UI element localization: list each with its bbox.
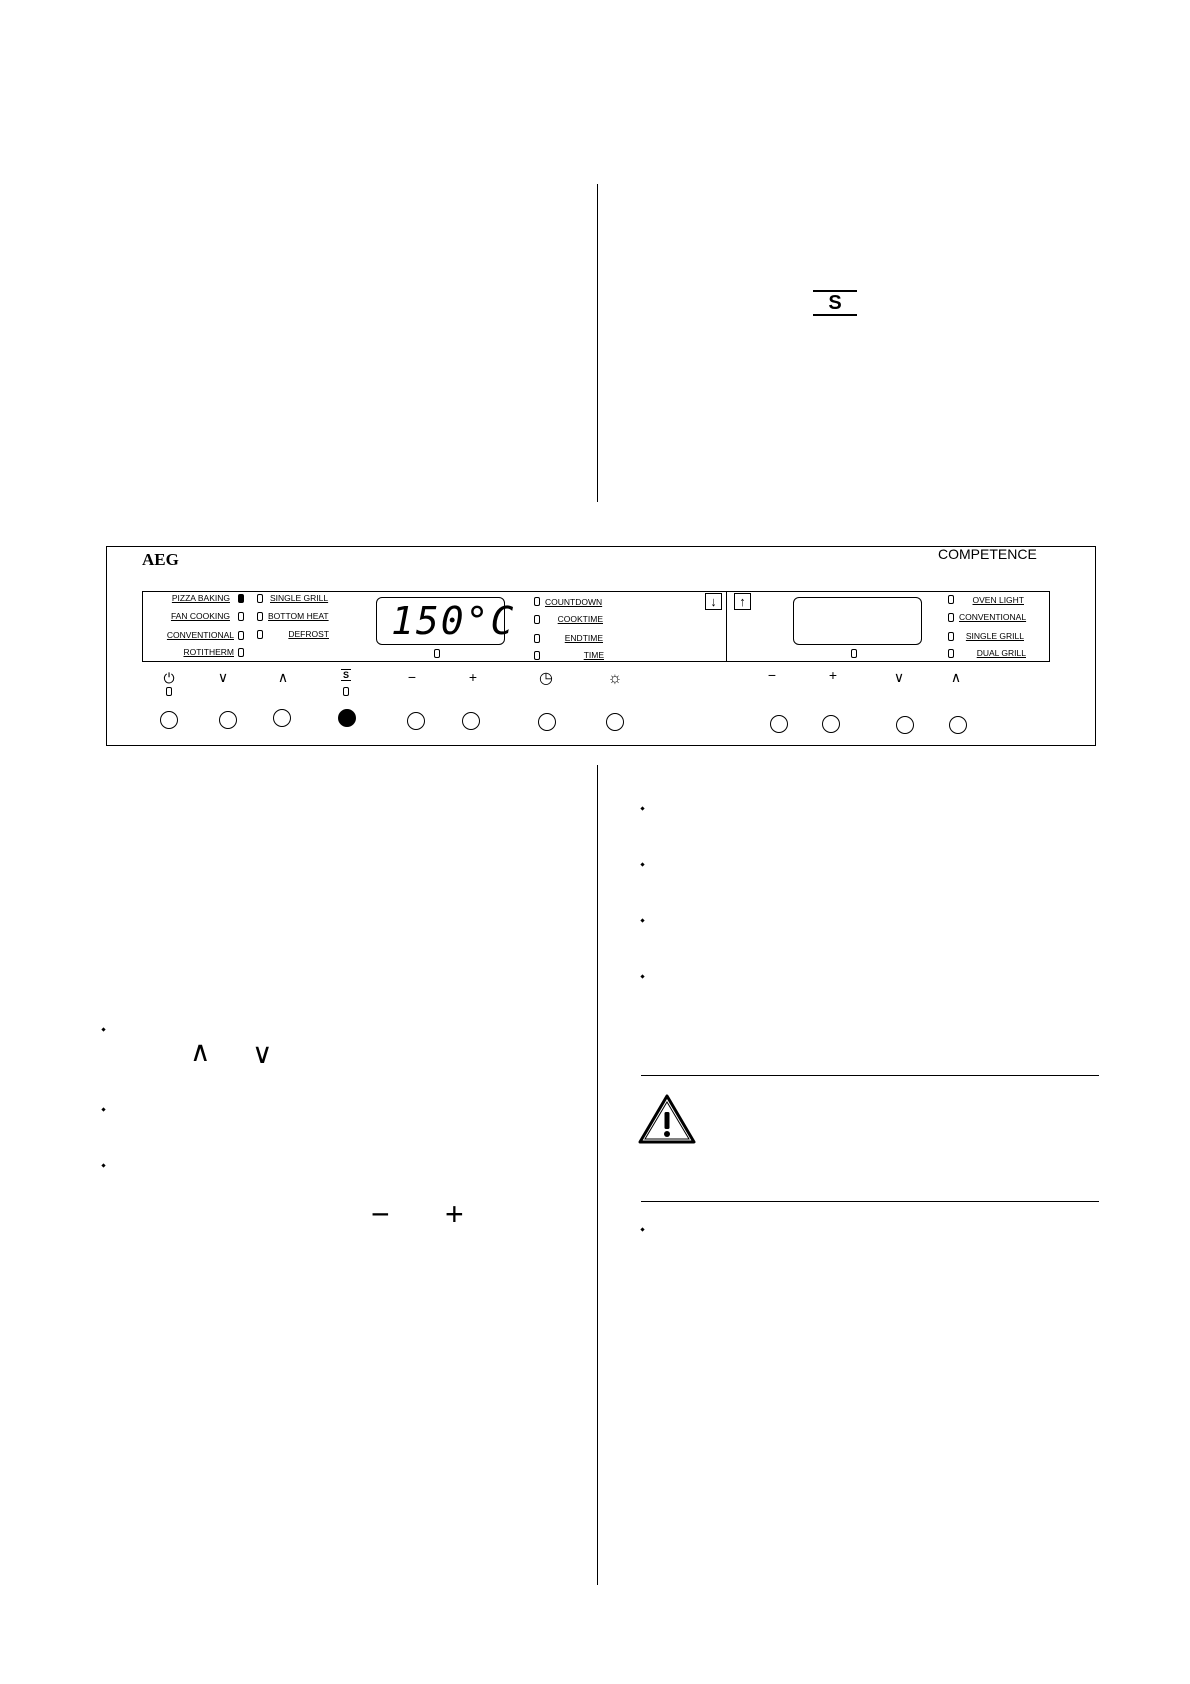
selector-button[interactable] bbox=[338, 709, 356, 727]
timer-label: TIME bbox=[583, 650, 604, 660]
function-up-button[interactable] bbox=[273, 709, 291, 727]
right-led-conventional bbox=[948, 613, 954, 622]
temperature-plus-button[interactable] bbox=[462, 712, 480, 730]
chevron-up-icon: ∧ bbox=[950, 669, 962, 685]
secondary-display-led bbox=[851, 649, 857, 658]
arrow-up-icon: ↑ bbox=[734, 593, 751, 610]
list-bullet bbox=[101, 1107, 105, 1111]
light-icon: ☼ bbox=[607, 670, 623, 687]
column-divider-top bbox=[597, 184, 598, 502]
minus-icon: − bbox=[407, 669, 417, 685]
right-led-dual-grill bbox=[948, 649, 954, 658]
list-bullet bbox=[640, 974, 644, 978]
warning-rule-top bbox=[641, 1075, 1099, 1076]
function-label: ROTITHERM bbox=[183, 647, 234, 657]
list-bullet bbox=[640, 918, 644, 922]
timer-label: COOKTIME bbox=[557, 614, 603, 624]
minus-icon: − bbox=[767, 667, 777, 683]
chevron-up-icon: ∧ bbox=[277, 669, 289, 685]
selector-icon-label: S bbox=[342, 670, 349, 680]
second-oven-down-button[interactable] bbox=[896, 716, 914, 734]
model-name: COMPETENCE bbox=[938, 546, 1037, 562]
list-bullet bbox=[640, 1227, 644, 1231]
timer-led-countdown bbox=[534, 597, 540, 606]
brand-logo: AEG bbox=[142, 550, 179, 569]
power-led bbox=[166, 687, 172, 696]
timer-led-cooktime bbox=[534, 615, 540, 624]
right-led-single-grill bbox=[948, 632, 954, 641]
clock-icon: ◷ bbox=[539, 670, 553, 687]
timer-led-endtime bbox=[534, 634, 540, 643]
timer-led-time bbox=[534, 651, 540, 660]
right-label: DUAL GRILL bbox=[976, 648, 1026, 658]
function-led-defrost bbox=[257, 630, 263, 639]
power-button[interactable] bbox=[160, 711, 178, 729]
function-led-rotitherm bbox=[238, 648, 244, 657]
list-bullet bbox=[640, 806, 644, 810]
function-led-bottom-heat bbox=[257, 612, 263, 621]
up-chevron-icon: ∧ bbox=[190, 1036, 211, 1067]
right-label: SINGLE GRILL bbox=[965, 631, 1024, 641]
chevron-down-icon: ∨ bbox=[217, 669, 229, 685]
list-bullet bbox=[101, 1163, 105, 1167]
clock-button[interactable] bbox=[538, 713, 556, 731]
down-chevron-icon: ∨ bbox=[252, 1038, 273, 1069]
selector-icon bbox=[336, 671, 356, 680]
function-label: CONVENTIONAL bbox=[166, 630, 234, 640]
list-bullet bbox=[101, 1027, 105, 1031]
function-label: SINGLE GRILL bbox=[270, 593, 329, 603]
function-led-pizza bbox=[238, 594, 244, 603]
temperature-minus-button[interactable] bbox=[407, 712, 425, 730]
temperature-display bbox=[376, 597, 516, 645]
timer-label: ENDTIME bbox=[564, 633, 603, 643]
function-led-conventional bbox=[238, 631, 244, 640]
function-label: BOTTOM HEAT bbox=[268, 611, 329, 621]
right-led-oven-light bbox=[948, 595, 954, 604]
right-label: CONVENTIONAL bbox=[959, 612, 1027, 622]
function-led-fan bbox=[238, 612, 244, 621]
second-oven-minus-button[interactable] bbox=[770, 715, 788, 733]
second-oven-plus-button[interactable] bbox=[822, 715, 840, 733]
minus-symbol-icon: − bbox=[371, 1196, 390, 1232]
column-divider-bottom bbox=[597, 765, 598, 1585]
function-label: DEFROST bbox=[288, 629, 329, 639]
temperature-readout: 150°C bbox=[391, 599, 516, 643]
plus-symbol-icon: + bbox=[445, 1196, 464, 1232]
power-icon: ⏻ bbox=[163, 670, 175, 686]
warning-rule-bottom bbox=[641, 1201, 1099, 1202]
timer-label: COUNTDOWN bbox=[545, 597, 603, 607]
right-label: OVEN LIGHT bbox=[972, 595, 1024, 605]
secondary-display bbox=[793, 597, 922, 645]
function-label: FAN COOKING bbox=[170, 611, 230, 621]
selector-led bbox=[343, 687, 349, 696]
list-bullet bbox=[640, 862, 644, 866]
function-led-single-grill bbox=[257, 594, 263, 603]
function-label: PIZZA BAKING bbox=[171, 593, 230, 603]
chevron-down-icon: ∨ bbox=[893, 669, 905, 685]
plus-icon: + bbox=[468, 669, 478, 685]
plus-icon: + bbox=[828, 667, 838, 683]
display-led bbox=[434, 649, 440, 658]
function-down-button[interactable] bbox=[219, 711, 237, 729]
warning-triangle-icon bbox=[637, 1093, 697, 1145]
arrow-down-icon: ↓ bbox=[705, 593, 722, 610]
second-oven-up-button[interactable] bbox=[949, 716, 967, 734]
oven-light-button[interactable] bbox=[606, 713, 624, 731]
selector-symbol: S bbox=[813, 290, 857, 316]
panel-inner-divider bbox=[726, 591, 727, 662]
